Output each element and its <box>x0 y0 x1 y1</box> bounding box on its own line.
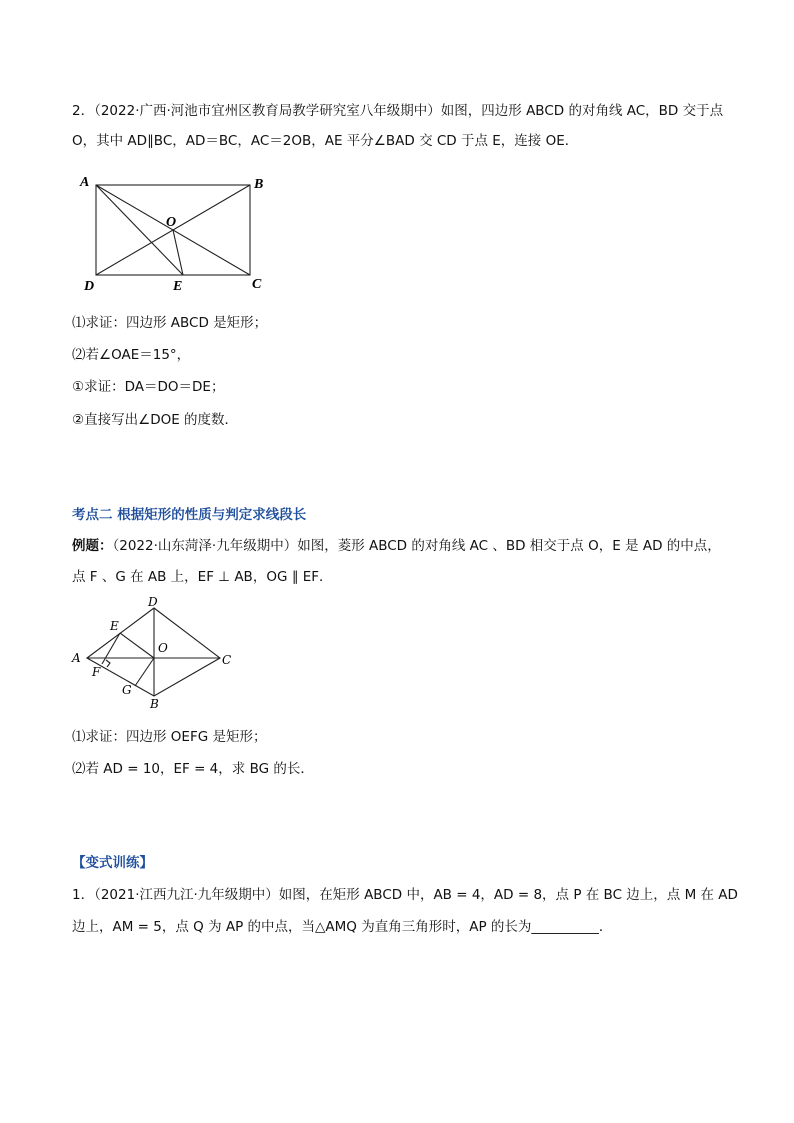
problem-2-question-1: ⑴求证：四边形 ABCD 是矩形； <box>72 315 268 331</box>
example-question-1: ⑴求证：四边形 OEFG 是矩形； <box>72 729 267 745</box>
training-line-2: 边上，AM = 5，点 Q 为 AP 的中点，当△AMQ 为直角三角形时，AP 的长为__________． <box>72 919 613 935</box>
label-b: B <box>254 177 264 192</box>
label-a: A <box>80 175 90 190</box>
problem-2-question-2: ⑵若∠OAE＝15°， <box>72 347 191 363</box>
label-o: O <box>158 641 168 655</box>
section-heading: 考点二 根据矩形的性质与判定求线段长 <box>72 507 307 523</box>
label-e: E <box>173 279 183 294</box>
rhombus-figure <box>68 596 240 714</box>
training-heading: 【变式训练】 <box>72 855 153 871</box>
example-question-2: ⑵若 AD = 10，EF = 4，求 BG 的长． <box>72 761 314 777</box>
example-line-1 <box>72 536 721 556</box>
problem-2-question-2-part-1: ①求证：DA＝DO＝DE； <box>72 379 225 395</box>
label-c: C <box>222 653 232 667</box>
example-label: 例题： <box>72 538 113 554</box>
segment-ae <box>96 185 183 275</box>
training-line-1: 1．（2021·江西九江·九年级期中）如图，在矩形 ABCD 中，AB = 4，AD = 8，点 P 在 BC 边上，点 M 在 AD <box>72 887 738 903</box>
label-a: A <box>72 651 81 665</box>
right-angle-mark <box>106 660 110 667</box>
example-line-2: 点 F 、G 在 AB 上，EF ⊥ AB，OG ∥ EF． <box>72 569 333 585</box>
problem-2-question-2-part-2: ②直接写出∠DOE 的度数． <box>72 412 239 428</box>
label-o: O <box>166 215 177 230</box>
rectangle-figure <box>76 170 276 294</box>
label-b: B <box>150 697 159 711</box>
label-g: G <box>122 683 132 697</box>
label-e: E <box>110 619 119 633</box>
problem-2-statement-line-2: O，其中 AD∥BC，AD＝BC，AC＝2OB，AE 平分∠BAD 交 CD 于点 E，连接 OE． <box>72 133 579 149</box>
label-d: D <box>148 596 158 609</box>
segment-eo <box>120 633 154 658</box>
segment-oe <box>173 230 183 275</box>
problem-2-statement-line-1: 2．（2022·广西·河池市宜州区教育局教学研究室八年级期中）如图，四边形 ABCD 的对角线 AC，BD 交于点 <box>72 103 724 119</box>
label-c: C <box>252 277 262 292</box>
example-text-1: （2022·山东菏泽·九年级期中）如图，菱形 ABCD 的对角线 AC 、BD 相交于点 O，E 是 AD 的中点， <box>112 538 721 554</box>
segment-og <box>135 658 154 686</box>
label-f: F <box>92 665 101 679</box>
segment-ef <box>102 633 120 664</box>
label-d: D <box>84 279 95 294</box>
